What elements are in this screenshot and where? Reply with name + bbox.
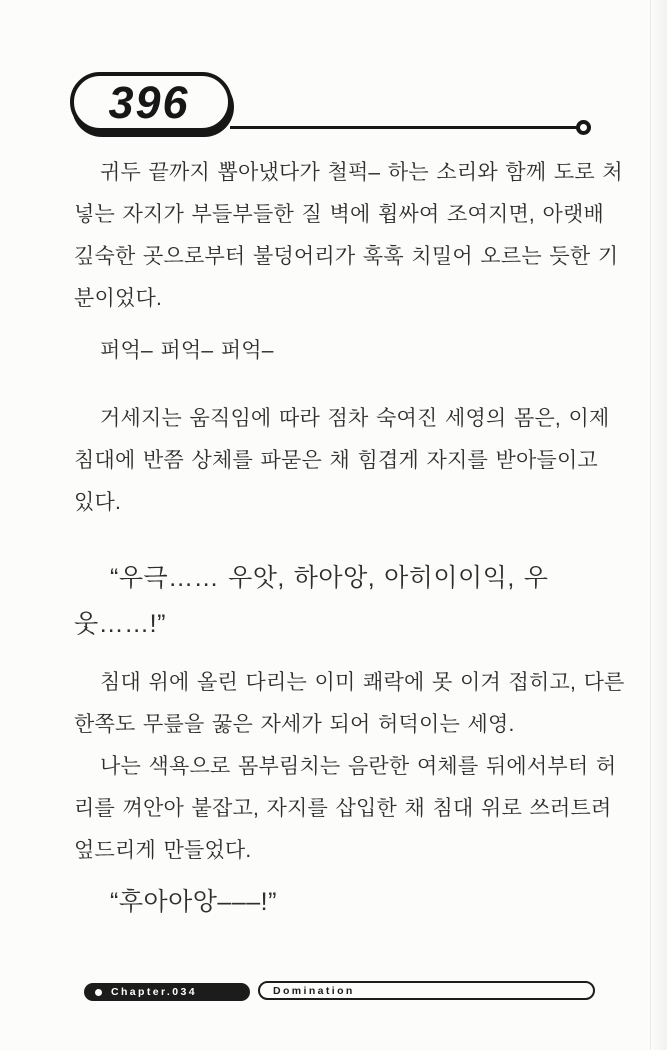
line-end-ring-icon bbox=[576, 120, 591, 135]
text-line: “우극…… 우앗, 하아앙, 아히이이익, 우 bbox=[110, 564, 549, 592]
text-line: 한쪽도 무릎을 꿇은 자세가 되어 허덕이는 세영. bbox=[74, 713, 515, 736]
text-line: “후아아앙–––!” bbox=[110, 888, 277, 916]
text-line: 퍼억– 퍼억– 퍼억– bbox=[100, 339, 274, 362]
text-line: 엎드리게 만들었다. bbox=[74, 839, 252, 862]
text-line: 웃……!” bbox=[74, 610, 166, 638]
page-edge-shadow bbox=[650, 0, 667, 1050]
page-number-badge bbox=[70, 72, 232, 132]
text-line: 넣는 자지가 부들부들한 질 벽에 휩싸여 조여지면, 아랫배 bbox=[74, 203, 604, 226]
text-line: 깊숙한 곳으로부터 불덩어리가 훅훅 치밀어 오르는 듯한 기 bbox=[74, 245, 619, 268]
page-number: 396 bbox=[108, 76, 190, 128]
page-content bbox=[74, 152, 646, 925]
paragraph bbox=[74, 662, 646, 746]
text-line: 분이었다. bbox=[74, 287, 162, 310]
dialogue-paragraph bbox=[74, 555, 646, 647]
book-title-label: Domination bbox=[273, 984, 355, 997]
header-rule-line bbox=[230, 126, 577, 129]
text-line: 나는 색욕으로 몸부림치는 음란한 여체를 뒤에서부터 허 bbox=[100, 755, 617, 778]
text-line: 침대에 반쯤 상체를 파묻은 채 힘겹게 자지를 받아들이고 bbox=[74, 449, 598, 472]
paragraph bbox=[74, 746, 646, 872]
paragraph bbox=[74, 152, 646, 320]
paragraph bbox=[74, 398, 646, 524]
chapter-bullet-icon bbox=[95, 989, 102, 996]
text-line: 있다. bbox=[74, 491, 122, 514]
dialogue-paragraph bbox=[74, 879, 646, 925]
text-line: 거세지는 움직임에 따라 점차 숙여진 세영의 몸은, 이제 bbox=[100, 407, 610, 430]
sound-effect-paragraph bbox=[74, 330, 646, 372]
chapter-label: Chapter.034 bbox=[111, 986, 197, 999]
text-line: 귀두 끝까지 뽑아냈다가 철퍽– 하는 소리와 함께 도로 처 bbox=[100, 161, 623, 184]
chapter-pill bbox=[84, 983, 250, 1001]
text-line: 침대 위에 올린 다리는 이미 쾌락에 못 이겨 접히고, 다른 bbox=[100, 671, 625, 694]
book-title-pill bbox=[258, 981, 595, 1000]
text-line: 리를 껴안아 붙잡고, 자지를 삽입한 채 침대 위로 쓰러트려 bbox=[74, 797, 612, 820]
